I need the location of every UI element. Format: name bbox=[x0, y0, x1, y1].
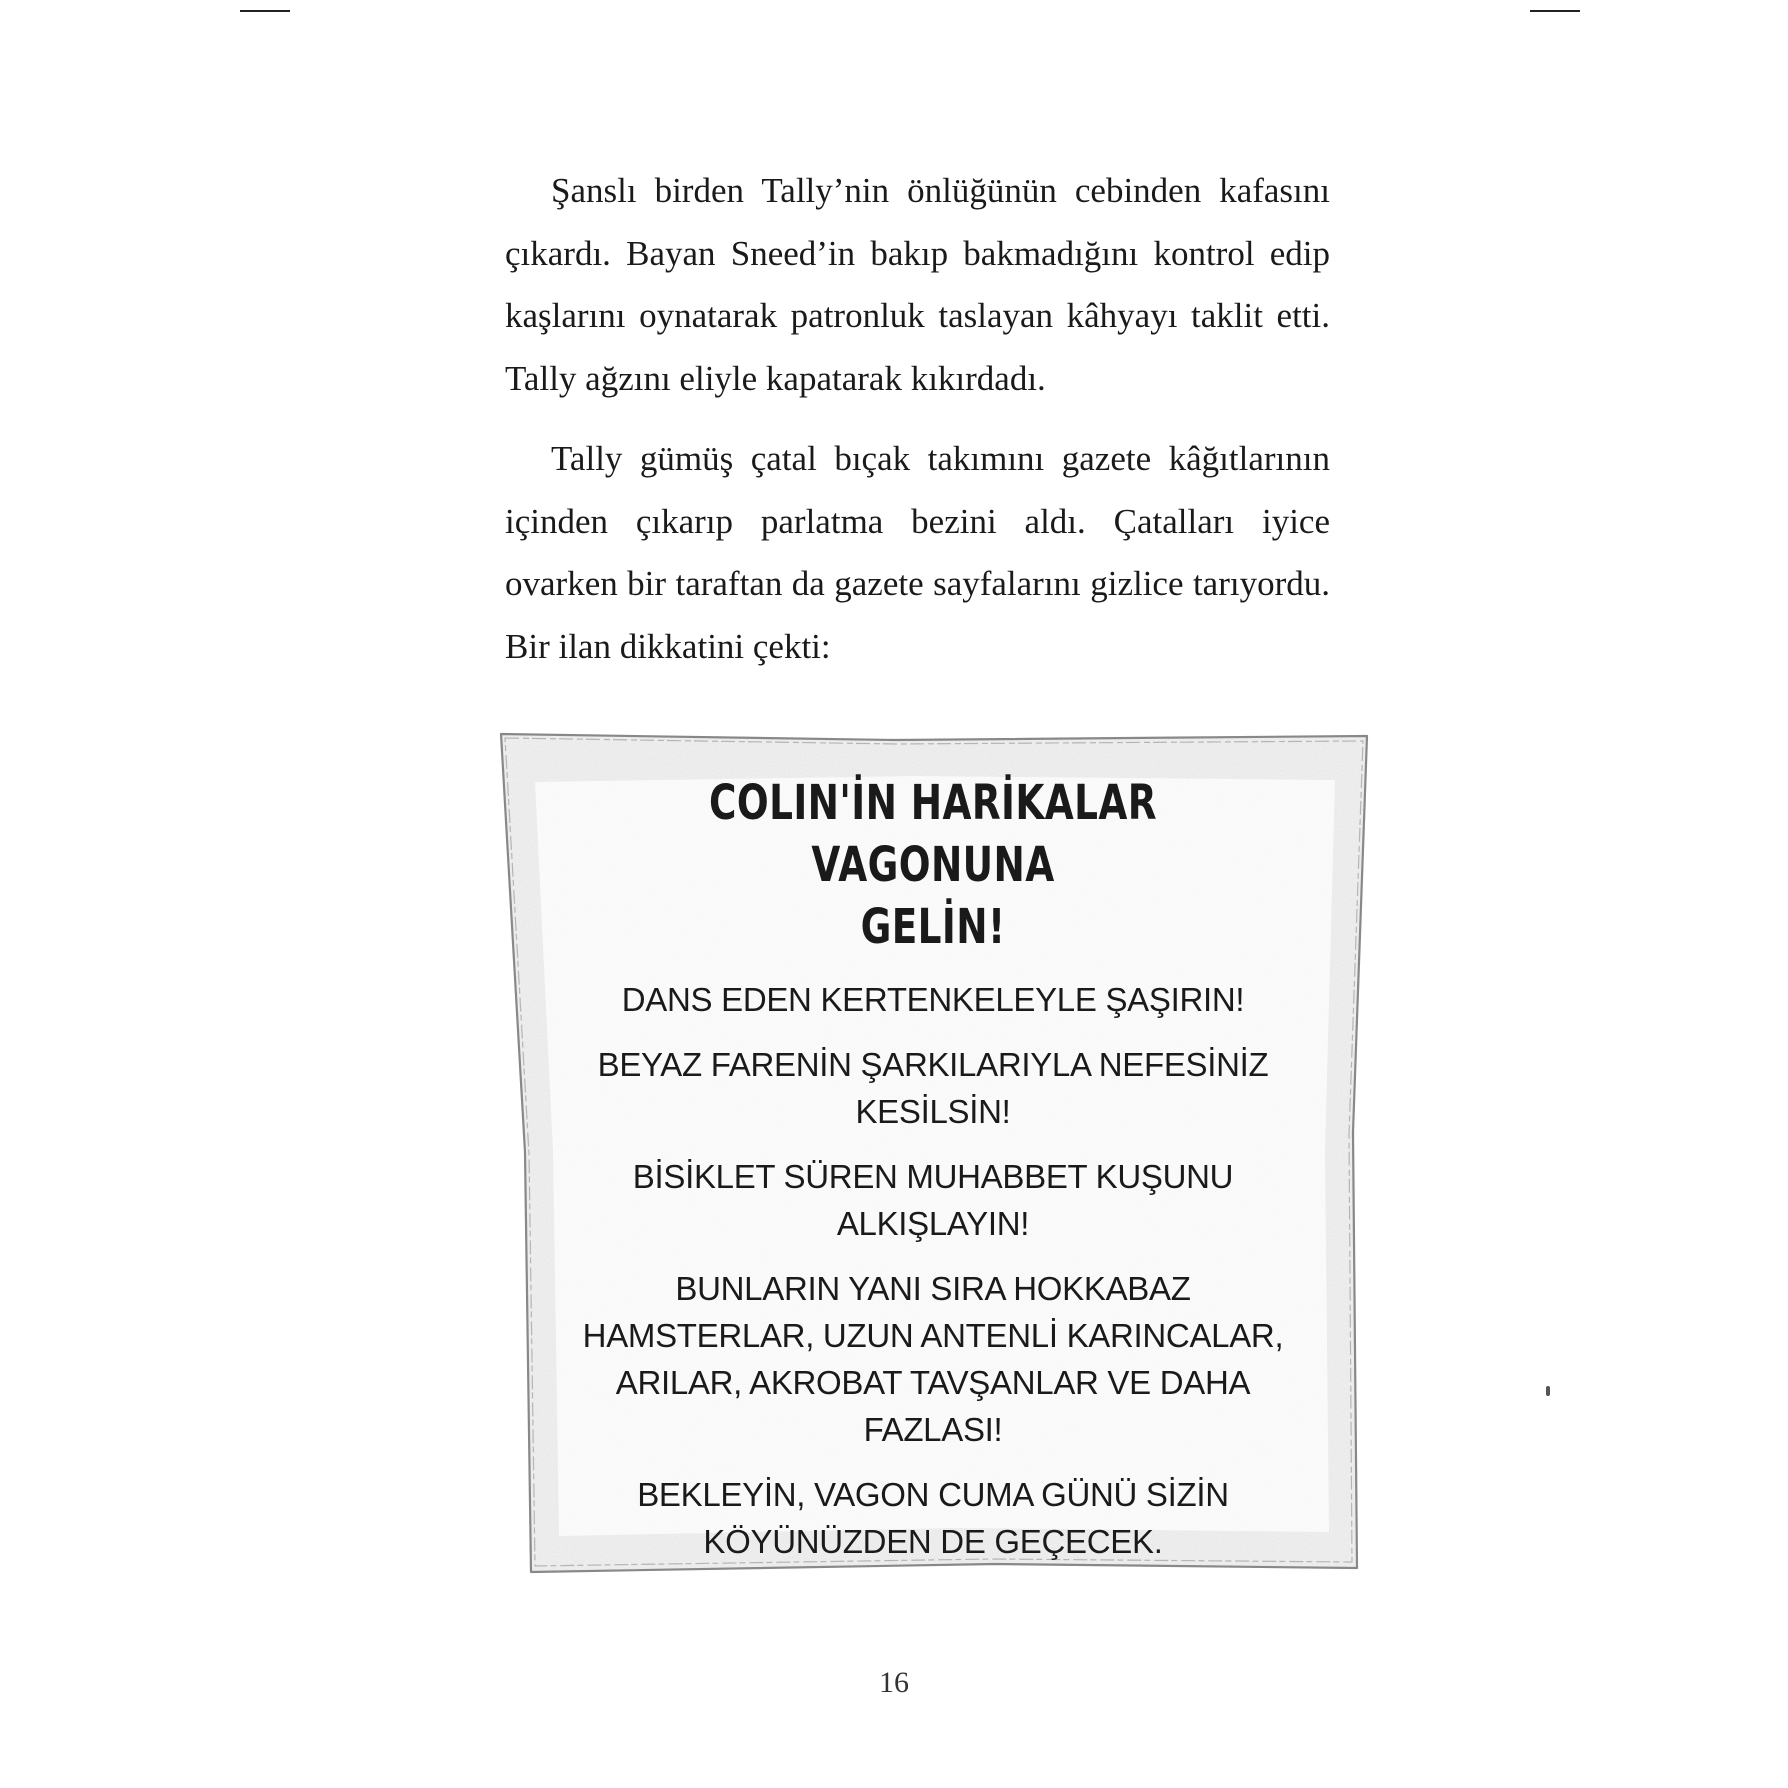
advert-line-1: DANS EDEN KERTENKELEYLE ŞAŞIRIN! bbox=[621, 981, 1245, 1018]
paragraph-2: Tally gümüş çatal bıçak takımını gazete kâğıtlarının içinden çıkarıp parlatma bezini aldı. Çatalları iyice ovarken bir taraftan da gazete sayfalarını gizlice tarıyordu. Bir ilan dikkatini çekti: bbox=[505, 439, 1330, 666]
advert-content bbox=[540, 772, 1326, 1583]
advert-line-3: BİSİKLET SÜREN MUHABBET KUŞUNU ALKIŞLAYIN! bbox=[632, 1158, 1234, 1242]
advert-line-2: BEYAZ FARENİN ŞARKILARIYLA NEFESİNİZ KESİLSİN! bbox=[597, 1046, 1269, 1130]
page-number: 16 bbox=[879, 1666, 909, 1699]
paragraph-1: Şanslı birden Tally’nin önlüğünün cebinden kafasını çıkardı. Bayan Sneed’in bakıp bakmadığını kontrol edip kaşlarını oynatarak patronluk taslayan kâhyayı taklit etti. Tally ağzını eliyle kapatarak kıkırdadı. bbox=[505, 171, 1330, 398]
advert-line-5: BEKLEYİN, VAGON CUMA GÜNÜ SİZİN KÖYÜNÜZDEN DE GEÇECEK. bbox=[637, 1476, 1229, 1560]
newspaper-advert bbox=[495, 732, 1371, 1574]
stray-mark bbox=[1546, 1386, 1550, 1396]
advert-line-4: BUNLARIN YANI SIRA HOKKABAZ HAMSTERLAR, UZUN ANTENLİ KARINCALAR, ARILAR, AKROBAT TAVŞANLAR VE DAHA FAZLASI! bbox=[582, 1270, 1284, 1448]
body-text bbox=[505, 160, 1330, 696]
crop-mark-right bbox=[1530, 10, 1580, 12]
advert-title: COLIN'İN HARİKALAR VAGONUNA GELİN! bbox=[709, 775, 1157, 955]
crop-mark-left bbox=[240, 10, 290, 12]
